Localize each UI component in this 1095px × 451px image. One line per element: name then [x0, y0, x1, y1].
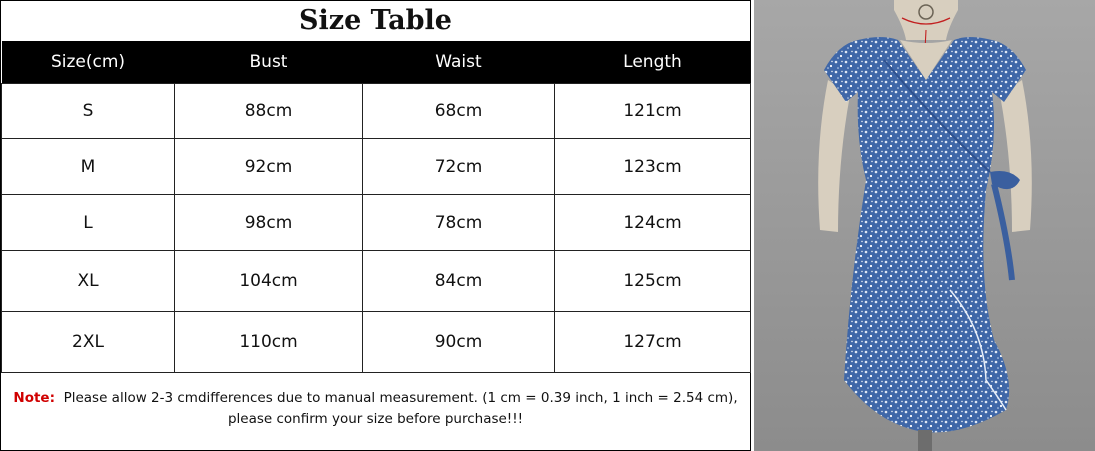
cell-length: 123cm	[555, 139, 751, 195]
measurement-note	[1, 367, 750, 451]
note-text: Please allow 2-3 cmdifferences due to manual measurement. (1 cm = 0.39 inch, 1 inch = 2.54 cm), please confirm your size before purchase!!!	[63, 390, 738, 427]
note-label: Note:	[13, 390, 55, 406]
cell-length: 124cm	[555, 195, 751, 251]
page-title: Size Table	[299, 5, 452, 36]
table-header-row	[2, 41, 751, 84]
table-row	[2, 84, 751, 139]
cell-size: L	[2, 195, 175, 251]
cell-length: 127cm	[555, 312, 751, 373]
size-table	[1, 41, 751, 373]
product-photo	[754, 0, 1095, 451]
header-bust: Bust	[175, 41, 363, 84]
cell-bust: 92cm	[175, 139, 363, 195]
cell-waist: 68cm	[363, 84, 555, 139]
header-size: Size(cm)	[2, 41, 175, 84]
cell-length: 121cm	[555, 84, 751, 139]
cell-bust: 110cm	[175, 312, 363, 373]
cell-length: 125cm	[555, 251, 751, 312]
cell-size: S	[2, 84, 175, 139]
cell-bust: 98cm	[175, 195, 363, 251]
cell-waist: 78cm	[363, 195, 555, 251]
header-length: Length	[555, 41, 751, 84]
cell-size: 2XL	[2, 312, 175, 373]
cell-bust: 88cm	[175, 84, 363, 139]
cell-waist: 90cm	[363, 312, 555, 373]
table-row	[2, 195, 751, 251]
cell-bust: 104cm	[175, 251, 363, 312]
cell-waist: 72cm	[363, 139, 555, 195]
table-row	[2, 139, 751, 195]
cell-size: XL	[2, 251, 175, 312]
cell-size: M	[2, 139, 175, 195]
header-waist: Waist	[363, 41, 555, 84]
dress-on-mannequin-image	[754, 0, 1095, 451]
cell-waist: 84cm	[363, 251, 555, 312]
table-row	[2, 251, 751, 312]
table-row	[2, 312, 751, 373]
